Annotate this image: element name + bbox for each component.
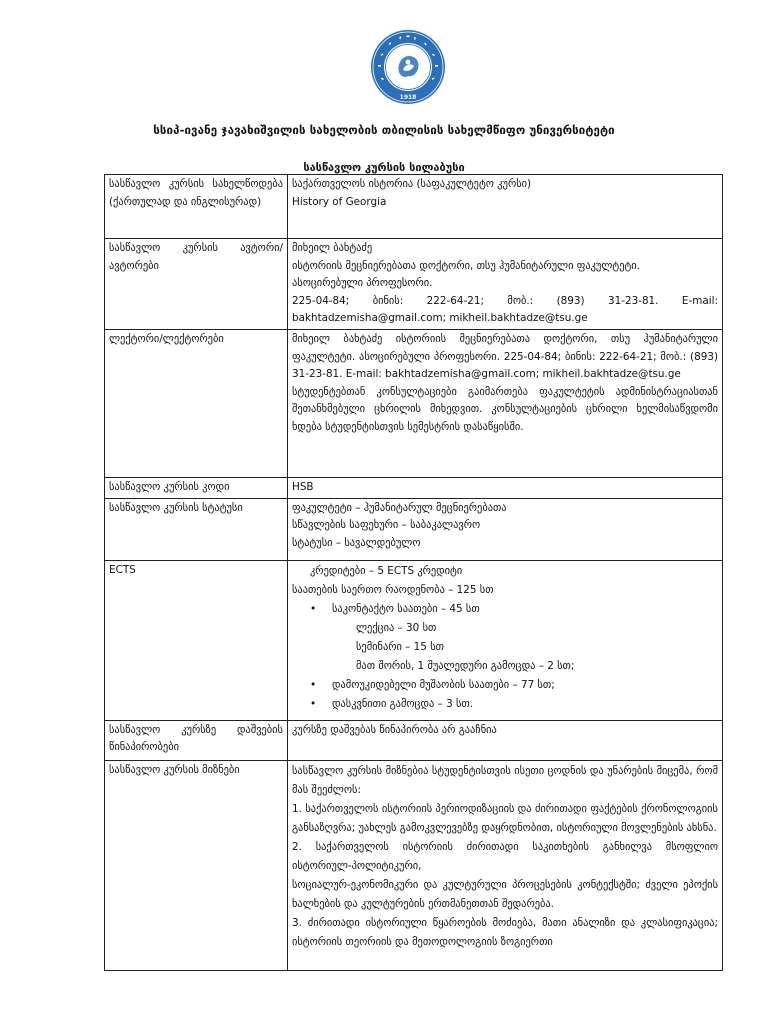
goals-intro: სასწავლო კურსის მიზნებია სტუდენტისთვის ისეთი ცოდნის და უნარების მიცემა, რომ მას შეეძლოს:: [292, 764, 718, 796]
course-code-value: HSB: [288, 478, 723, 499]
row-course-code: [105, 478, 723, 499]
course-name-en: History of Georgia: [292, 195, 387, 208]
syllabus-table: [104, 174, 723, 971]
course-status-label: სასწავლო კურსის სტატუსი: [105, 498, 288, 560]
lecturer-info: მიხეილ ბახტაძე ისტორიის მეცნიერებათა დოქტორი, თსუ ჰუმანიტარული ფაკულტეტი. ასოცირებული პროფესორი. 225-04-84; ბინის: 222-64-21; მობ.: (893) 31-23-81. E-mail: bakhtadzemisha@gmail.com; mikheil.bakhtadze@tsu.ge: [292, 333, 718, 380]
status-faculty: ფაკულტეტი – ჰუმანიტარულ მეცნიერებათა: [292, 501, 507, 514]
course-name-ka: საქართველოს ისტორია (საფაკულტეტო კურსი): [292, 178, 532, 190]
ects-other-list: [292, 676, 718, 714]
goals-item-3: 3. ძირითადი ისტორიული წყაროების მოძიება, მათი ანალიზი და კლასიფიკაცია; ისტორიის თეორიის და მეთოდოლოგიის ზოგიერთი: [292, 916, 718, 948]
ects-lecture: ლექცია – 30 სთ: [356, 621, 437, 634]
tsu-seal-icon: [369, 28, 447, 106]
ects-label: ECTS: [105, 560, 288, 720]
course-code-label: სასწავლო კურსის კოდი: [105, 478, 288, 499]
row-author: [105, 239, 723, 330]
ects-value: [288, 560, 723, 720]
lecturer-consultations: სტუდენტებთან კონსულტაციები გაიმართება ფაკულტეტის ადმინისტრაციასთან შეთანხმებული ცხრილის მიხედვით. კონსულტაციების ცხრილი ხელმისაწვდომი ხდება სტუდენტისთვის სემესტრის დასაწყისში.: [292, 385, 718, 433]
goals-item-1: 1. საქართველოს ისტორიის პერიოდიზაციის და ძირითადი ფაქტების ქრონოლოგიის განსაზღვრა; უახლეს გამოკვლევებზე დაყრდნობით, ისტორიული მოვლენების ახსნა.: [292, 802, 718, 834]
row-prerequisites: [105, 720, 723, 760]
goals-label: სასწავლო კურსის მიზნები: [105, 760, 288, 970]
lecturer-value: [288, 330, 723, 478]
row-course-status: [105, 498, 723, 560]
university-title: სსიპ-ივანე ჯავახიშვილის სახელობის თბილისის სახელმწიფო უნივერსიტეტი: [153, 123, 615, 137]
row-lecturer: [105, 330, 723, 478]
author-position: ასოცირებული პროფესორი.: [292, 277, 433, 289]
ects-independent-text: დამოუკიდებელი მუშაობის საათები – 77 სთ;: [332, 678, 555, 691]
ects-final: [332, 695, 718, 714]
author-phones: 225-04-84; ბინის: 222-64-21; მობ.: (893) 31-23-81. E-mail:: [292, 294, 718, 307]
ects-contact-hours-text: საკონტაქტო საათები – 45 სთ: [332, 602, 480, 615]
author-emails: bakhtadzemisha@gmail.com; mikheil.bakhtadze@tsu.ge: [292, 312, 588, 324]
goals-item-2a: 2. საქართველოს ისტორიის ძირითადი საკითხების განხილვა მსოფლიო ისტორიულ-პოლიტიკური,: [292, 840, 718, 872]
author-degree: ისტორიის მეცნიერებათა დოქტორი, თსუ ჰუმანიტარული ფაკულტეტი.: [292, 259, 640, 272]
ects-total-hours: საათების საერთო რაოდენობა – 125 სთ: [292, 583, 494, 596]
ects-independent: [332, 676, 718, 695]
ects-final-text: დასკვნითი გამოცდა – 3 სთ.: [332, 697, 474, 710]
prerequisites-label: სასწავლო კურსზე დაშვების წინაპირობები: [105, 720, 288, 760]
ects-contact-hours: [332, 600, 718, 619]
goals-value: [288, 760, 723, 970]
status-type: სტატუსი – სავალდებულო: [292, 536, 421, 549]
author-label: სასწავლო კურსის ავტორი/ავტორები: [105, 239, 288, 330]
ects-hours-list: [292, 600, 718, 619]
course-name-label: სასწავლო კურსის სახელწოდება (ქართულად და ინგლისურად): [105, 175, 288, 239]
ects-seminar: სემინარი – 15 სთ: [356, 640, 444, 653]
author-value: [288, 239, 723, 330]
course-status-value: [288, 498, 723, 560]
row-ects: [105, 560, 723, 720]
course-name-value: [288, 175, 723, 239]
row-goals: [105, 760, 723, 970]
status-level: სწავლების საფეხური – საბაკალავრო: [292, 519, 481, 531]
lecturer-label: ლექტორი/ლექტორები: [105, 330, 288, 478]
author-name: მიხეილ ბახტაძე: [292, 242, 373, 254]
goals-item-2b: სოციალურ-ეკონომიკური და კულტურული პროცესების კონტექსტში; ძველი ეპოქის ხალხების და კულტურების ერთმანეთთან შედარება.: [292, 878, 718, 910]
ects-credits: კრედიტები – 5 ECTS კრედიტი: [310, 564, 463, 577]
document-title: სასწავლო კურსის სილაბუსი: [303, 161, 465, 174]
prerequisites-value: კურსზე დაშვებას წინაპირობა არ გააჩნია: [288, 720, 723, 760]
seal-year: 1918: [399, 94, 417, 101]
ects-midterm: მათ შორის, 1 შუალედური გამოცდა – 2 სთ;: [356, 659, 575, 672]
row-course-name: [105, 175, 723, 239]
